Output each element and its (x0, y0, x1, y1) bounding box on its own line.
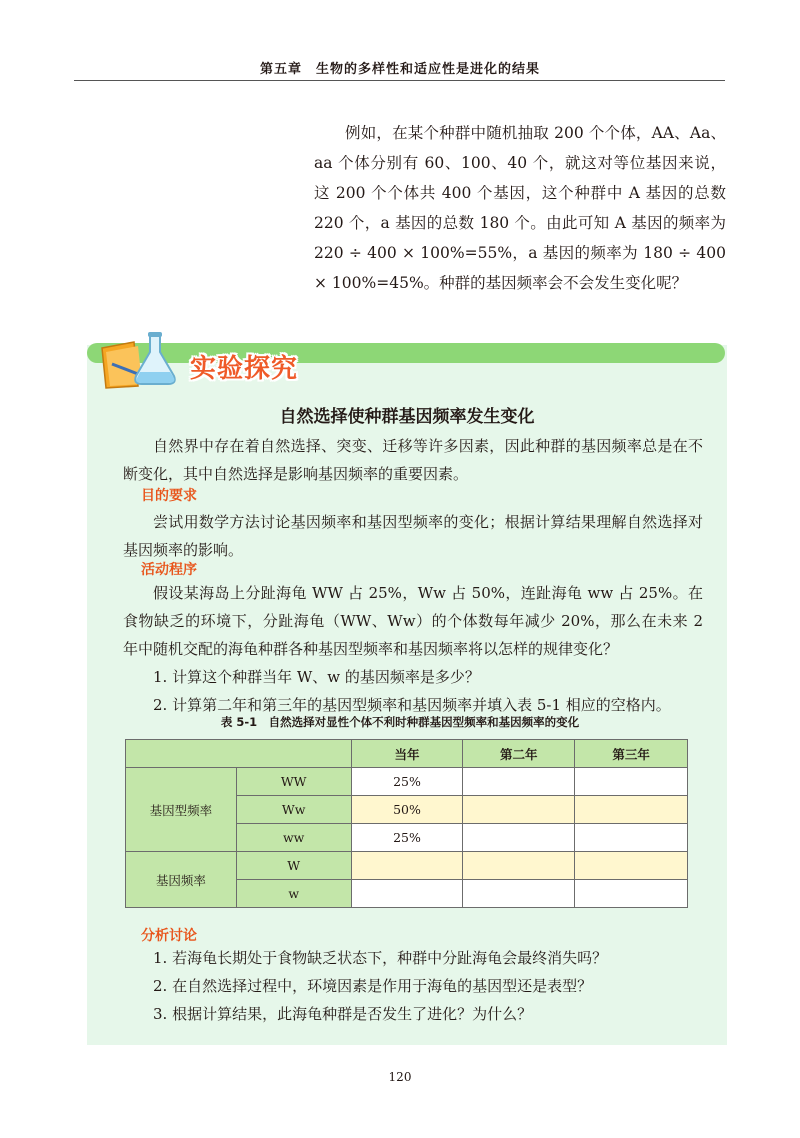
folder-flask-icon (98, 328, 190, 390)
table-header-cell: 当年 (351, 740, 463, 768)
table-header-row (126, 740, 688, 768)
goal-section (123, 508, 703, 564)
example-paragraph: 例如，在某个种群中随机抽取 200 个个体，AA、Aa、aa 个体分别有 60、100、40 个，就这对等位基因来说，这 200 个个体共 400 个基因，这个种群中 A 基因的总数 220 个，a 基因的总数 180 个。由此可知 A 基因的频率为 220 ÷ 400 × 100%=55%，a 基因的频率为 180 ÷ 400 × 100%=45%。种群的基因频率会不会发生变化呢？ (314, 124, 726, 292)
page-number: 120 (388, 1070, 412, 1084)
intro-paragraph: 自然界中存在着自然选择、突变、迁移等许多因素，因此种群的基因频率总是在不断变化，其中自然选择是影响基因频率的重要因素。 (123, 437, 703, 483)
table-cell-blank[interactable] (463, 768, 575, 796)
goal-paragraph: 尝试用数学方法讨论基因频率和基因型频率的变化；根据计算结果理解自然选择对基因频率的影响。 (123, 513, 703, 559)
row-label: Ww (236, 796, 351, 824)
table-cell: 25% (351, 768, 463, 796)
discussion-item: 3. 根据计算结果，此海龟种群是否发生了进化？为什么？ (153, 1005, 533, 1023)
procedure-step: 1. 计算这个种群当年 W、w 的基因频率是多少？ (153, 668, 480, 686)
running-head: 第五章 生物的多样性和适应性是进化的结果 (259, 62, 540, 77)
procedure-heading: 活动程序 (141, 562, 197, 578)
table-cell-blank[interactable] (575, 824, 688, 852)
table-cell: 50% (351, 796, 463, 824)
goal-heading: 目的要求 (141, 488, 197, 504)
table-cell-blank[interactable] (575, 880, 688, 908)
table-cell-blank[interactable] (351, 880, 463, 908)
discussion-heading: 分析讨论 (141, 928, 197, 944)
row-label: w (236, 880, 351, 908)
table-cell-blank[interactable] (463, 824, 575, 852)
table-cell-blank[interactable] (463, 852, 575, 880)
discussion-item: 2. 在自然选择过程中，环境因素是作用于海龟的基因型还是表型？ (153, 977, 593, 995)
table-cell-blank[interactable] (575, 768, 688, 796)
table-header-cell: 第二年 (463, 740, 575, 768)
table-row (126, 852, 688, 880)
experiment-title: 自然选择使种群基因频率发生变化 (279, 407, 535, 427)
table-cell-blank[interactable] (575, 796, 688, 824)
gene-frequency-group: 基因频率 (126, 852, 237, 908)
table-header-cell: 第三年 (575, 740, 688, 768)
row-label: WW (236, 768, 351, 796)
table-cell: 25% (351, 824, 463, 852)
intro-section (123, 432, 703, 488)
header-rule (74, 80, 725, 81)
row-label: ww (236, 824, 351, 852)
table-cell-blank[interactable] (463, 796, 575, 824)
procedure-step: 2. 计算第二年和第三年的基因型频率和基因频率并填入表 5-1 相应的空格内。 (153, 696, 671, 714)
experiment-banner-label: 实验探究 (190, 354, 299, 384)
table-corner-cell (126, 740, 352, 768)
table-cell-blank[interactable] (463, 880, 575, 908)
table-cell-blank[interactable] (351, 852, 463, 880)
table-row (126, 768, 688, 796)
genotype-frequency-group: 基因型频率 (126, 768, 237, 852)
row-label: W (236, 852, 351, 880)
example-section (314, 118, 726, 298)
discussion-section (123, 944, 703, 1028)
procedure-section (123, 579, 703, 719)
frequency-table (125, 739, 688, 908)
table-cell-blank[interactable] (575, 852, 688, 880)
discussion-item: 1. 若海龟长期处于食物缺乏状态下，种群中分趾海龟会最终消失吗？ (153, 949, 608, 967)
procedure-paragraph: 假设某海岛上分趾海龟 WW 占 25%，Ww 占 50%，连趾海龟 ww 占 25%。在食物缺乏的环境下，分趾海龟（WW、Ww）的个体数每年减少 20%，那么在未来 2 年中随机交配的海龟种群各种基因型频率和基因频率将以怎样的规律变化？ (123, 584, 703, 658)
table-caption: 表 5-1 自然选择对显性个体不利时种群基因型频率和基因频率的变化 (220, 715, 580, 729)
